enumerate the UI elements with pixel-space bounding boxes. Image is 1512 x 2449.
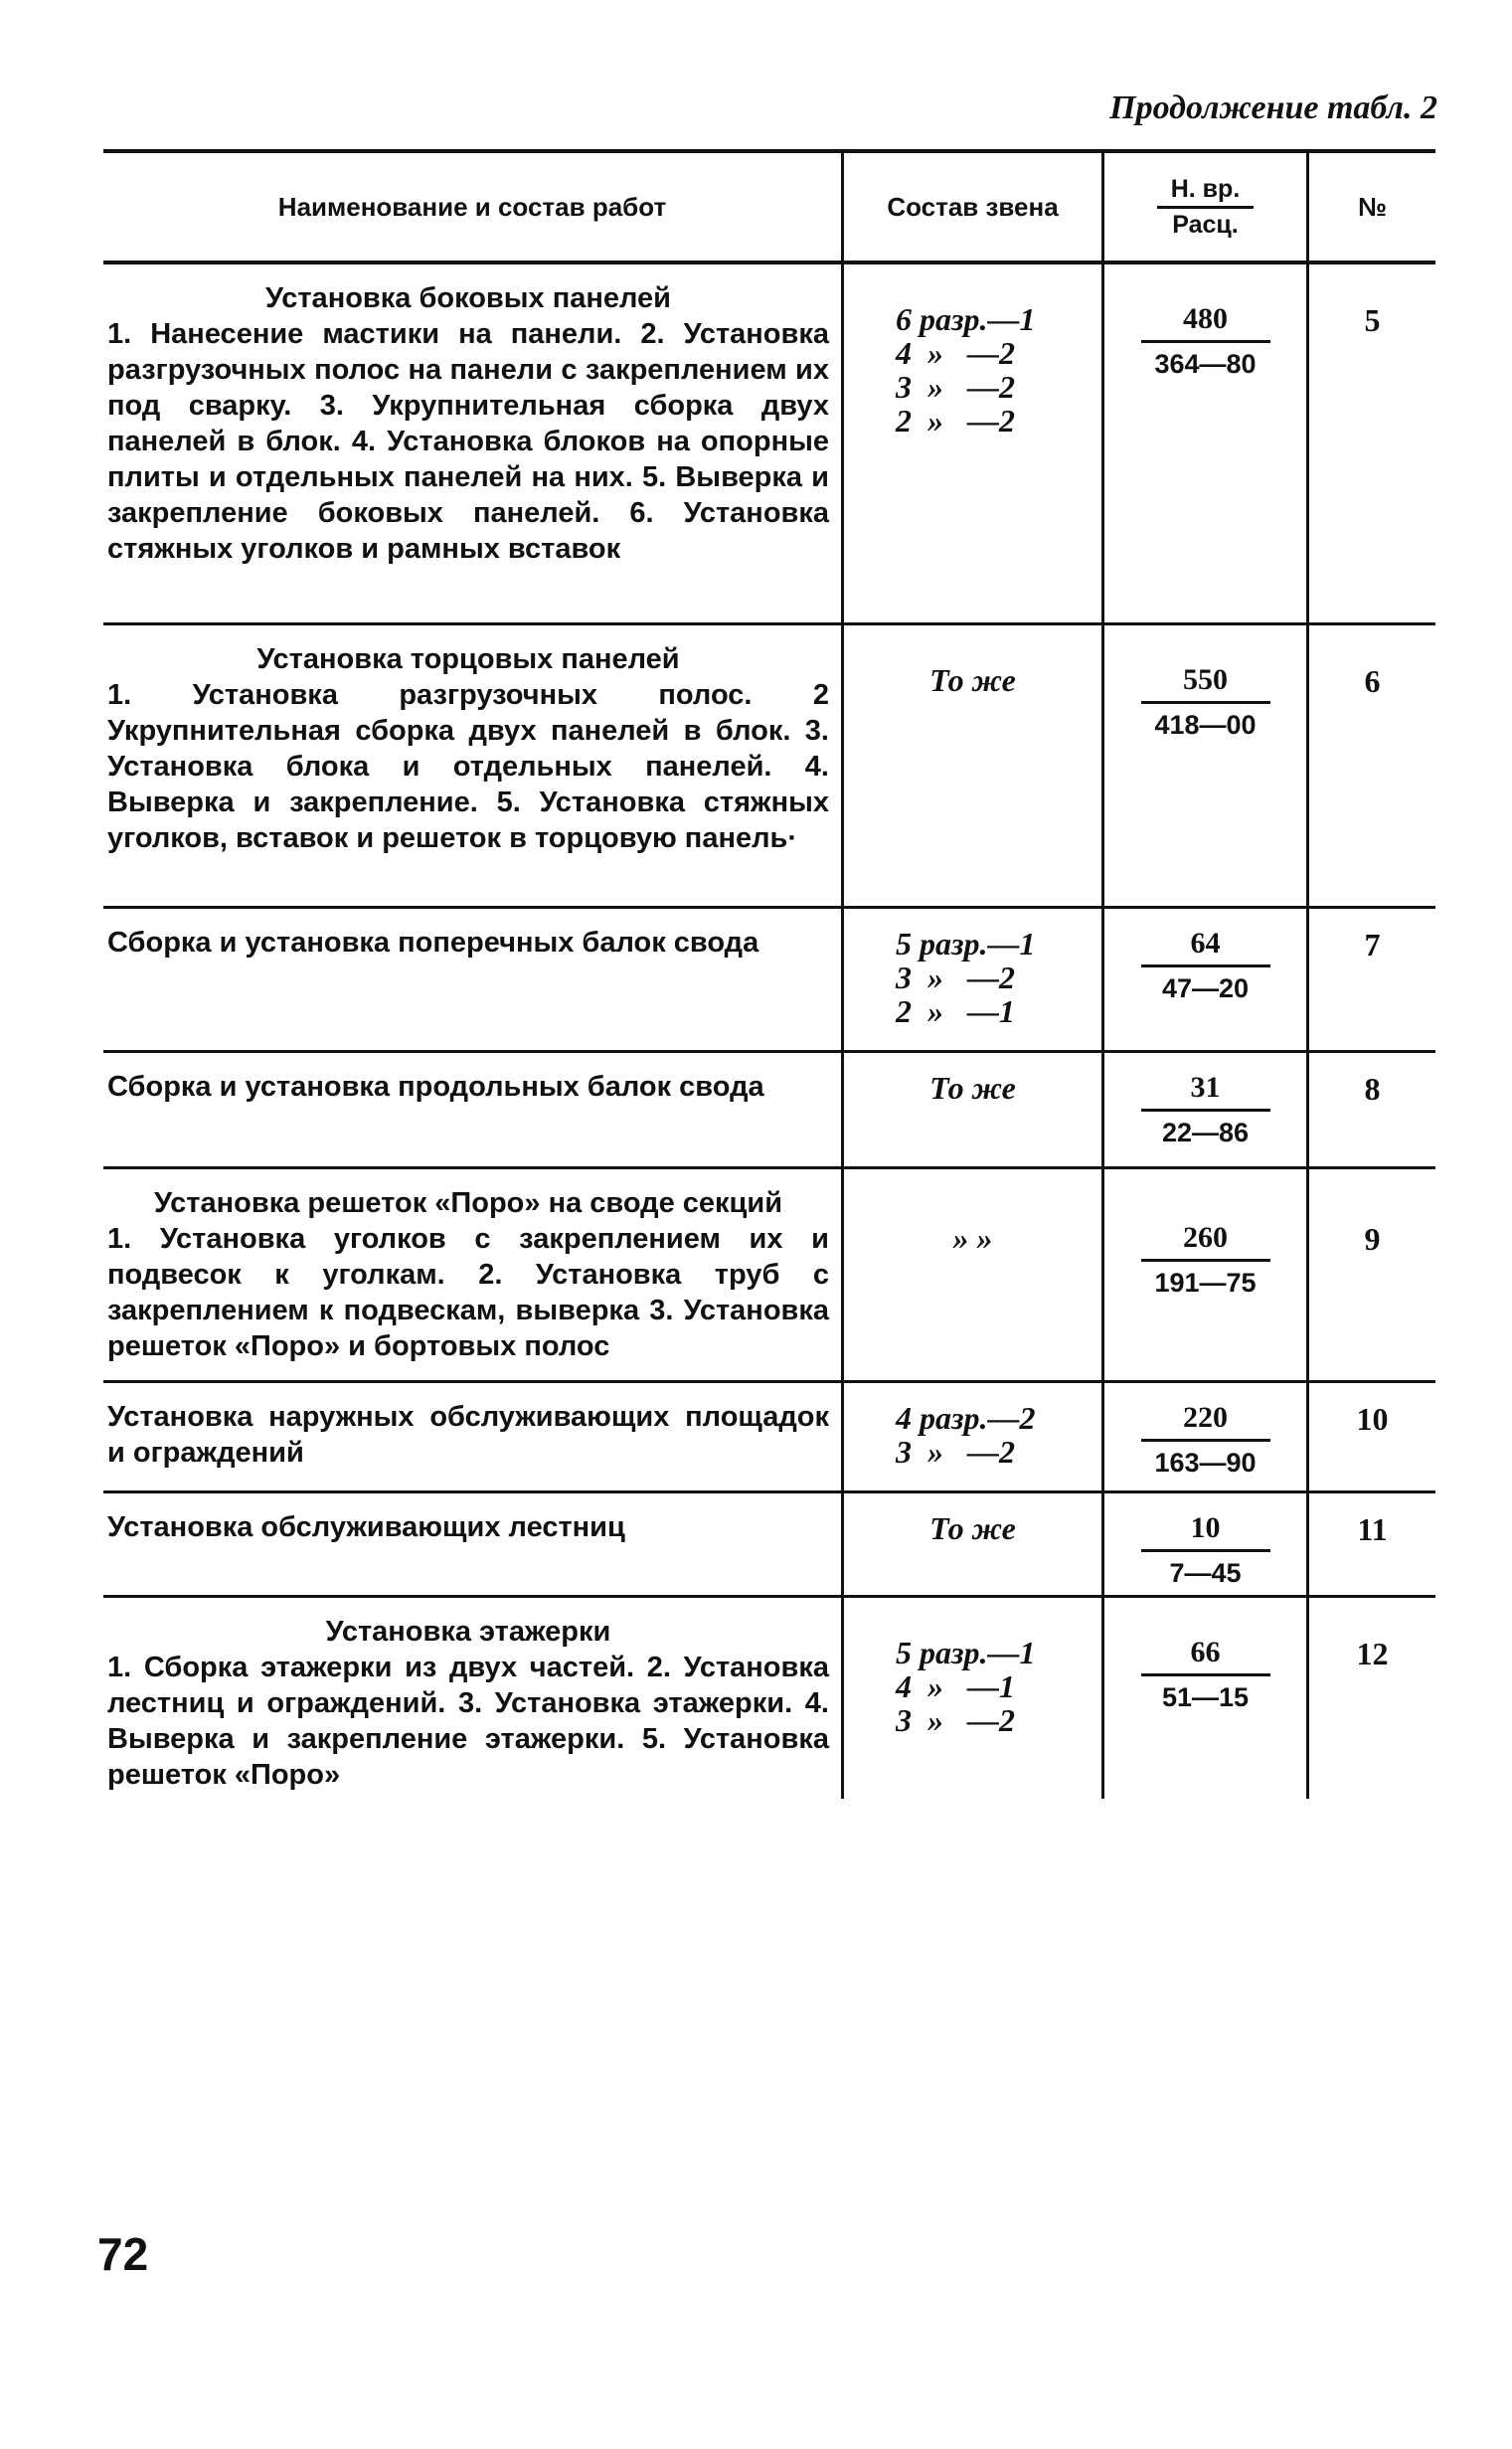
norm-cell [1101, 1598, 1306, 1799]
norm-time: 31 [1141, 1071, 1270, 1112]
work-title: Установка этажерки [325, 1616, 611, 1648]
norm-cell [1101, 1053, 1306, 1166]
table-row [103, 1493, 1435, 1598]
crew-cell [841, 909, 1101, 1050]
crew-line: 4 » —2 [896, 335, 1015, 371]
work-description: Установка обслуживающих лестниц [107, 1511, 625, 1543]
norm-cell [1101, 1493, 1306, 1595]
header-crew: Состав звена [841, 153, 1101, 261]
work-cell [103, 1383, 841, 1490]
row-number: 12 [1306, 1598, 1435, 1799]
crew-same: То же [929, 1510, 1016, 1546]
norm-cell [1101, 1169, 1306, 1380]
crew-line: 4 » —1 [896, 1668, 1015, 1704]
work-cell [103, 264, 841, 622]
row-number: 5 [1306, 264, 1435, 622]
norm-time: 66 [1141, 1636, 1270, 1676]
work-description: Установка наружных обслуживающих площадок и ограждений [107, 1401, 829, 1469]
crew-cell [841, 264, 1101, 622]
work-description: Сборка и установка продольных балок свода [107, 1071, 764, 1103]
norm-cell [1101, 264, 1306, 622]
crew-line: 2 » —1 [896, 993, 1015, 1029]
work-description: 1. Установка уголков с закреплением их и подвесок к уголкам. 2. Установка труб с закреплением к подвескам, выверка 3. Установка решеток «Поро» и бортовых полос [107, 1223, 829, 1362]
work-cell [103, 1169, 841, 1380]
header-norm [1101, 153, 1306, 261]
norm-time: 64 [1141, 927, 1270, 967]
work-description: Сборка и установка поперечных балок свода [107, 927, 759, 959]
table-row [103, 1598, 1435, 1799]
crew-line: 5 разр.—1 [896, 926, 1036, 962]
crew-same: » » [952, 1220, 993, 1256]
header-rate: Расц. [1172, 210, 1239, 239]
crew-line: 2 » —2 [896, 403, 1015, 438]
crew-line: 3 » —2 [896, 369, 1015, 405]
crew-line: 3 » —2 [896, 1702, 1015, 1738]
rate-value: 7—45 [1169, 1558, 1242, 1588]
table-row [103, 1053, 1435, 1169]
row-number: 8 [1306, 1053, 1435, 1166]
header-norm-time: Н. вр. [1157, 175, 1255, 209]
crew-cell [841, 625, 1101, 906]
table-caption: Продолжение табл. 2 [1109, 89, 1437, 126]
norm-time: 550 [1141, 663, 1270, 704]
table-row [103, 1169, 1435, 1383]
row-number: 6 [1306, 625, 1435, 906]
crew-line: 3 » —2 [896, 1434, 1015, 1470]
norm-time: 220 [1141, 1401, 1270, 1442]
rate-value: 47—20 [1161, 973, 1250, 1003]
table-row [103, 1383, 1435, 1493]
crew-cell [841, 1383, 1101, 1490]
crew-cell [841, 1053, 1101, 1166]
row-number: 11 [1306, 1493, 1435, 1595]
work-description: 1. Нанесение мастики на панели. 2. Установка разгрузочных полос на панели с закреплением их под сварку. 3. Укрупнительная сборка двух панелей в блок. 4. Установка блоков на опорные плиты и отдельных панелей на них. 5. Выверка и закрепление боковых панелей. 6. Установка стяжных уголков и рамных вставок [107, 318, 829, 565]
header-name: Наименование и состав работ [277, 191, 667, 222]
work-cell [103, 1053, 841, 1166]
crew-line: 5 разр.—1 [896, 1635, 1036, 1670]
rate-value: 364—80 [1154, 349, 1257, 379]
row-number: 10 [1306, 1383, 1435, 1490]
row-number: 9 [1306, 1169, 1435, 1380]
rate-value: 22—86 [1161, 1118, 1250, 1147]
crew-line: 3 » —2 [896, 960, 1015, 995]
row-number: 7 [1306, 909, 1435, 1050]
table-row [103, 264, 1435, 625]
work-description: 1. Сборка этажерки из двух частей. 2. Установка лестниц и ограждений. 3. Установка этажерки. 4. Выверка и закрепление этажерки. 5. Установка решеток «Поро» [107, 1652, 829, 1791]
work-cell [103, 909, 841, 1050]
work-cell [103, 625, 841, 906]
header-num: № [1306, 153, 1435, 261]
table-header [103, 149, 1435, 264]
rate-value: 163—90 [1154, 1448, 1257, 1478]
crew-line: 4 разр.—2 [896, 1400, 1036, 1436]
crew-cell [841, 1493, 1101, 1595]
norm-cell [1101, 1383, 1306, 1490]
norms-table [103, 149, 1435, 1799]
rate-value: 51—15 [1161, 1682, 1250, 1712]
crew-same: То же [929, 1070, 1016, 1106]
norm-time: 260 [1141, 1221, 1270, 1262]
work-title: Установка решеток «Поро» на своде секций [153, 1187, 783, 1219]
work-description: 1. Установка разгрузочных полос. 2 Укрупнительная сборка двух панелей в блок. 3. Установка блока и отдельных панелей. 4. Выверка и закрепление. 5. Установка стяжных уголков, вставок и решеток в торцовую панель· [107, 679, 829, 854]
crew-cell [841, 1598, 1101, 1799]
rate-value: 191—75 [1154, 1268, 1257, 1298]
page-number: 72 [97, 2228, 149, 2280]
work-title: Установка боковых панелей [265, 282, 671, 314]
norm-cell [1101, 909, 1306, 1050]
norm-cell [1101, 625, 1306, 906]
work-cell [103, 1493, 841, 1595]
table-row [103, 909, 1435, 1053]
work-cell [103, 1598, 841, 1799]
rate-value: 418—00 [1154, 710, 1257, 740]
work-title: Установка торцовых панелей [256, 643, 680, 675]
crew-line: 6 разр.—1 [896, 301, 1036, 337]
norm-time: 10 [1141, 1511, 1270, 1552]
crew-same: То же [929, 662, 1016, 698]
crew-cell [841, 1169, 1101, 1380]
norm-time: 480 [1141, 302, 1270, 343]
table-row [103, 625, 1435, 909]
